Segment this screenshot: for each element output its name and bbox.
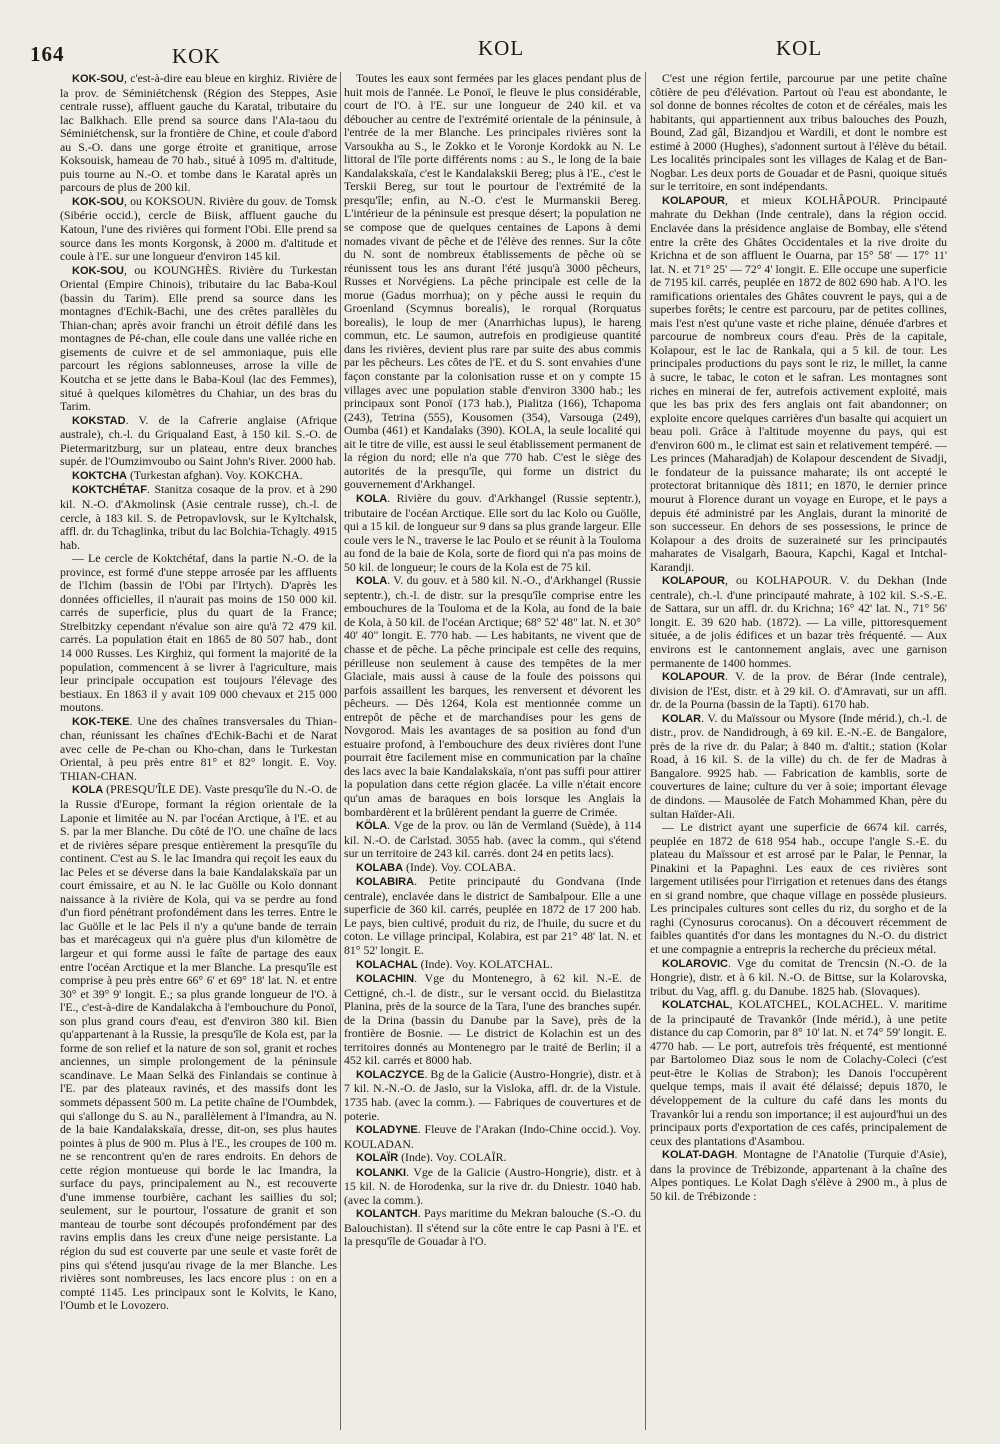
entry-text: . V. du gouv. et à 580 kil. N.-O., d'Arkhangel (Russie septentr.), ch.-l. de distr. sur la presqu'île comprise entre les embouchures de la Touloma et de la Kola, au fond de la baie de Kola, à 50 kil. de l'océan Arctique; 68° 52' 48" lat. N. et 30° 40' 40" longit. E. 770 hab. — Les habitants, ne vivent que de chasse et de pêche. La pêche principale est celle des requins, périlleuse non seulement à cause des tempêtes de la mer Glaciale, mais aussi à cause de la foule des poissons qui parfois assaillent les barques, les renversent et dévorent les pêcheurs. — Dès 1264, Kola est mentionnée comme un entrepôt de pêche et de marchandises pour les gens de Novgorod. Mais les avantages de sa position au fond d'un estuaire profond, à l'embouchure des deux rivières dont l'une pourrait être facilement mise en communication par la chaîne des lacs avec la baie Kandalakskaïa, n'ont pas suffi pour attirer la population dans cette région glacée. La ville n'était encore qu'un amas de baraques en bois lorsque les Anglais la bombardèrent et la brûlèrent pendant la guerre de Crimée. [344, 573, 641, 819]
right-guide-word: KOL [776, 36, 823, 60]
entry-text: . V. de la Cafrerie anglaise (Afrique australe), ch.-l. du Griqualand East, à 150 kil. S.-O. de Pietermaritzburg, sur un plateau, entre deux branches supér. de l'Oumzimvoubo ou Saint John's River. 2000 hab. [60, 412, 337, 469]
entry-text: , ou KOLHAPOUR. V. du Dekhan (Inde centrale), ch.-l. d'une principauté mahrate, à 102 kil. S.-S.-E. de Sattara, sur un affl. dr. du Krichna; 16° 42' lat. N., 71° 56' longit. E. 39 620 hab. (1872). — La ville, pittoresquement située, a de jolis édifices et un bazar très fréquenté. — Aux environs est le cantonnement anglais, avec une garnison permanente de 1400 hommes. [650, 573, 947, 670]
entry-text: . Petite principauté du Gondvana (Inde centrale), enclavée dans le district de Sambalpour. Elle a une superficie de 360 kil. carrés, peuplée en 1872 de 17 200 hab. Le pays, bien cultivé, produit du riz, de l'huile, du sucre et du coton. Le village principal, Kolabira, est par 21° 48' lat. N. et 81° 52' longit. E. [344, 874, 641, 957]
entry-text: (Inde). Voy. COLAÏR. [398, 1150, 507, 1165]
entry-text: . Une des chaînes transversales du Thian-chan, réunissant les chaînes d'Echik-Bachi et de Narat avec celle de Pe-chan ou Kho-chan, dans le Turkestan Oriental, à peu près entre 81° et 82° longit. E. Voy. THIAN-CHAN. [60, 713, 337, 783]
dictionary-entry [344, 1151, 641, 1166]
entry-text: (Inde). Voy. COLABA. [403, 859, 516, 874]
entry-text: . Fleuve de l'Arakan (Indo-Chine occid.). Voy. KOULADAN. [344, 1122, 641, 1151]
dictionary-entry [344, 1123, 641, 1151]
dictionary-entry [344, 958, 641, 973]
entry-text: . Pays maritime du Mekran balouche (S.-O. du Balouchistan). Il s'étend sur la côte entre le cap Pasni à l'E. et la presqu'île de Gouadar à l'O. [344, 1206, 641, 1249]
entry-text: . Vge de la prov. ou län de Vermland (Suède), à 114 kil. N.-O. de Carlstad. 3055 hab. (avec la comm., qui s'étend sur un territoire de 243 kil. carrés. dont 24 en petits lacs). [344, 818, 641, 861]
dictionary-entry [344, 875, 641, 957]
entry-headword: KOLAÏR [356, 1152, 399, 1165]
dictionary-entry [650, 957, 947, 999]
entry-headword: KOLACHIN [356, 973, 415, 986]
entry-headword: KOKSTAD [72, 414, 126, 427]
entry-headword: KOLABA [356, 861, 404, 874]
entry-text: , KOLATCHEL, KOLACHEL. V. maritime de la principauté de Travankôr (Inde mérid.), à une petite distance du cap Comorin, par 8° 10' lat. N. et 74° 59' longit. E. 4770 hab. — Le port, autrefois très fréquenté, est mentionné par Bartolomeo Diaz sous le nom de Colachy-Coleci (c'est peut-être le Kolias de Strabon); les Danois l'occupèrent quelque temps, mais il avait été délaissé; depuis 1870, le développement de la culture du café dans les monts du Travankôr lui a rendu son importance; il est aujourd'hui un des principaux ports d'exportation de ces cafés, principalement de ceux des plantations d'Asambou. [650, 997, 947, 1148]
entry-text: (PRESQU'ÎLE DE). Vaste presqu'île du N.-O. de la Russie d'Europe, formant la région orientale de la Laponie et limitée au N. par l'océan Arctique, à l'E. et au S. par la mer Blanche. Du côté de l'O. une chaîne de lacs et de rivières sépare presque entièrement la presqu'île du continent. C'est au S. le lac Imandra qui reçoit les eaux du lac Peles et se déverse dans la baie Kandalakskaïa par un court émissaire, et au N. le lac Guölle ou Kolo donnant naissance à la rivière de Kola, qui va se perdre au fond d'un fiord pénétrant profondément dans les terres. Entre le lac Guölle et le lac Pels il n'y a qu'une bande de terrain bas et marécageux qui n'a guère plus d'un kilomètre de largeur et qui forme aussi le faîte de partage des eaux entre l'océan Arctique et la mer Blanche. La presqu'île est comprise à peu près entre 66° 6' et 69° 18' lat. N. et entre 30° et 39° 9' longit. E.; sa plus grande longueur de l'O. à l'E., c'est-à-dire de Kandalakcha à l'embouchure du Ponoï, son plus grand cours d'eau, est d'environ 380 kil. Bien qu'appartenant à la Russie, la presqu'île de Kola est, par la forme de son relief et la nature de son sol, granit et roches anciennes, un simple prolongement de la péninsule scandinave. Le Maan Selkä des Finlandais se continue à l'E. par des plateaux ravinés, et des massifs dont les sommets dépassent 500 m. La petite chaîne de l'Oumbdek, qui s'allonge du S. au N., parallèlement à l'Imandra, au N. de la baie Kandalakskaïa, dresse, dit-on, ses plus hautes pointes à plus de 900 m. Plus à l'E., les croupes de 100 m. ne se rencontrent qu'en de rares endroits. En dehors de cette région montueuse qui borde le lac Imandra, la surface du pays, principalement au N., est recouverte d'une immense tourbière, cachant les saillies du sol; seulement, sur le pourtour, l'ossature de granit et son manteau de tourbe sont découpés profondément par des ravins emplis dans les creux d'une neige persistante. La région du sud est couverte par une seule et vaste forêt de pins qui s'étend jusqu'au rivage de la mer Blanche. Les rivières sont nombreuses, les lacs encore plus : on en a compté 1145. Les principaux sont le Kolvits, le Kano, l'Oumb et le Lovozero. [60, 782, 337, 1313]
entry-headword: KOLAT-DAGH [662, 1149, 735, 1162]
entry-text: . Bg de la Galicie (Austro-Hongrie), distr. et à 7 kil. N.-N.-O. de Jaslo, sur la Visloka, affl. dr. de la Vistule. 1735 hab. (avec la comm.). — Fabriques de couvertures et de poterie. [344, 1066, 641, 1123]
column-divider [645, 72, 646, 1430]
entry-text: . V. de la prov. de Bérar (Inde centrale), division de l'Est, distr. et à 29 kil. O. d'Amravati, sur un affl. dr. de la Pourna (bassin de la Tapti). 6170 hab. [650, 669, 947, 712]
entry-headword: KOLAROVIC [662, 957, 728, 970]
entry-text: — Le cercle de Koktchétaf, dans la partie N.-O. de la province, est formé d'une steppe arrosée par les affluents de l'Ichim (bassin de l'Obi par l'Irtych). D'après les données officielles, il n'aurait pas moins de 150 000 kil. carrés de superficie, plus du quart de la France; Strelbitzky cependant n'évalue son aire qu'à 72 479 kil. carrés. La population était en 1865 de 80 507 hab., dont 14 000 Russes. Les Kirghiz, qui forment la majorité de la population, commencent à se livrer à l'agriculture, mais leur principale occupation est toujours l'élevage des bestiaux. En 1863 il y avait 109 000 chevaux et 215 000 moutons. [60, 551, 337, 715]
dictionary-entry [650, 574, 947, 670]
entry-headword: KOLANKI [356, 1166, 407, 1179]
page-number: 164 [30, 42, 65, 66]
dictionary-entry [344, 819, 641, 861]
dictionary-entry [344, 1068, 641, 1123]
entry-headword: KOLAPOUR [662, 194, 725, 207]
entry-headword: KOK-SOU [72, 195, 124, 208]
left-guide-word: KOK [172, 44, 221, 68]
dictionary-entry [344, 72, 641, 492]
entry-text: C'est une région fertile, parcourue par une petite chaîne côtière de peu d'élévation. Partout où l'eau est abondante, le sol donne de bonnes récoltes de coton et de céréales, mais les habitants, qui appartiennent aux tribus balouches des Pouzh, Bound, Zad gâl, Bizandjou et Wardili, et dont le nombre est estimé à 2000 (Hughes), s'adonnent surtout à l'élève du bétail. Les localités principales sont les villages de Kalag et de Ban-Nogbar. Les deux ports de Gouadar et de Pasni, quoique situés sur le territoire, en sont indépendants. [650, 72, 947, 194]
dictionary-entry [60, 72, 337, 195]
dictionary-entry [650, 998, 947, 1148]
dictionary-entry [650, 712, 947, 821]
entry-headword: KOK-TEKE [72, 715, 130, 728]
entry-text: . V. du Maïssour ou Mysore (Inde mérid.), ch.-l. de distr., prov. de Nandidrough, à 69 kil. E.-N.-E. de Bangalore, près de la rive dr. du Palar; à 840 m. d'altit.; station (Kolar Road, à 16 kil. S. de la ville) du ch. de fer de Madras à Bangalore. 9925 hab. — Fabrication de kamblis, sorte de couvertures de laine; culture du ver à soie; important élevage de dindons. — Mausolée de Fatch Mohammed Khan, père du sultan Haïder-Ali. [650, 710, 947, 821]
dictionary-entry [650, 670, 947, 712]
dictionary-entry [60, 264, 337, 414]
dictionary-entry [344, 1166, 641, 1208]
dictionary-entry [60, 715, 337, 784]
entry-headword: KOK-SOU [72, 264, 124, 277]
text-column-1 [60, 72, 337, 1432]
entry-headword: KOLA [356, 575, 388, 588]
entry-headword: KOLACZYCE [356, 1068, 425, 1081]
running-header [0, 36, 1000, 66]
text-column-2 [344, 72, 641, 1432]
entry-text: . Vge de la Galicie (Austro-Hongrie), distr. et à 15 kil. N. de Horodenka, sur la rive dr. du Dniestr. 1040 hab. (avec la comm.). [344, 1164, 641, 1207]
entry-headword: KOLANTCH [356, 1208, 418, 1221]
dictionary-entry [650, 821, 947, 956]
center-guide-word: KOL [478, 36, 525, 60]
entry-text: . Vge du Montenegro, à 62 kil. N.-E. de Cettigné, ch.-l. de distr., sur le versant occid. du Bielastitza Planina, près de la source de la Tara, l'une des branches supér. de la Drina (bassin du Danube par la Save), près de la frontière de Bosnie. — Le district de Kolachin est un des territoires donnés au Montenegro par le traité de Berlin; il a 452 kil. carrés et 8000 hab. [344, 971, 641, 1068]
entry-text: Toutes les eaux sont fermées par les glaces pendant plus de huit mois de l'année. Le Ponoï, le fleuve le plus considérable, court de l'O. à l'E. sur une longueur de 240 kil. et va déboucher au centre de l'extrémité orientale de la péninsule, à l'entrée de la mer Blanche. Les principales rivières sont la Varsoukha au S., le Zokko et le Voronje Kordokk au N. Le littoral de l'île porte différents noms : au S., le long de la baie Kandalakskaïa, c'est le Kandalakskii Bereg; plus à l'E., c'est le Terskii Bereg, sur tout le pourtour de l'extrémité de la presqu'île; enfin, au N.-O. c'est le Murmanskii Bereg. L'intérieur de la péninsule est presque désert; la population ne se compose que de quelques centaines de Lapons à demi nomades vivant de pêche et de l'élève des rennes. Sur la côte du N. sont de nombreux établissements de pêche où se réunissent tous les ans durant l'été jusqu'à 3000 pêcheurs, Russes et Norvégiens. La pêche principale est celle de la morue (Gadus morrhua); on y pêche aussi le requin du Groenland (Scymnus borealis), le rorqual (Rorquatus borealis), le loup de mer (Anarrhichas lupus), le hareng commun, etc. Le saumon, autrefois en prodigieuse quantité dans les rivières, devient plus rare par suite des abus commis par les pêcheurs. Les côtes de l'E. et du S. sont envahies d'une façon constante par la colonisation russe et on y compte 15 villages avec une population stable d'environ 3300 hab.; les principaux sont Ponoï (173 hab.), Pialitza (166), Tchapoma (243), Tetrina (555), Kousomen (354), Varsouga (249), Oumba (461) et Kandalaks (390). KOLA, la seule localité qui ait le titre de ville, est aussi le seul établissement permanent de la région du nord; elle n'a que 770 hab. C'est le siège des autorités de la presqu'île, qui forme un district du gouvernement d'Arkhangel. [344, 72, 641, 492]
entry-headword: KOLA [356, 492, 388, 505]
entry-headword: KOLACHAL [356, 958, 418, 971]
entry-text: (Inde). Voy. KOLATCHAL. [417, 956, 553, 971]
entry-headword: KOLADYNE [356, 1124, 418, 1137]
entry-headword: KÖLA [356, 820, 388, 833]
entry-text: — Le district ayant une superficie de 6674 kil. carrés, peuplée en 1872 de 618 954 hab., occupe l'angle S.-E. du plateau du Maïssour et est arrosé par le Palar, le Pennar, la Pinakini et la Papaghni. Les eaux de ces rivières sont largement utilisées pour l'irrigation et retenues dans des étangs en si grand nombre, que chaque village en possède plusieurs. Les principales cultures sont celles du riz, du sorgho et de la raghi (Cynosurus corocanus). On a découvert récemment de faibles quantités d'or dans les montagnes du N.-O. du district et une compagnie a entrepris la recherche du précieux métal. [650, 820, 947, 956]
entry-text: (Turkestan afghan). Voy. KOKCHA. [127, 467, 303, 482]
entry-headword: KOKTCHA [72, 469, 127, 482]
entry-headword: KOKTCHÉTAF [72, 484, 147, 497]
column-divider [340, 72, 341, 1430]
dictionary-entry [344, 492, 641, 574]
dictionary-entry [60, 552, 337, 715]
entry-headword: KOLATCHAL [662, 999, 730, 1012]
dictionary-entry [344, 574, 641, 819]
dictionary-entry [344, 1207, 641, 1249]
entry-text: , ou KOUNGHÈS. Rivière du Turkestan Oriental (Empire Chinois), tributaire du lac Baba-Koul (bassin du Tarim). Elle prend sa source dans les montagnes d'Echik-Bachi, une des crêtes parallèles du Thian-chan; après avoir franchi un étroit défilé dans les montagnes de Pé-chan, elle coule dans une vallée riche en gisements de cuivre et de sel ammoniaque, puis elle parcourt les régions sablonneuses, arrose la ville de Koutcha et se jette dans le Baba-Koul (lac des Femmes), situé à quelques kilomètres du Chahiar, un des bras du Tarim. [60, 262, 337, 414]
entry-headword: KOLAR [662, 712, 702, 725]
entry-headword: KOK-SOU [72, 73, 124, 85]
entry-text: . Montagne de l'Anatolie (Turquie d'Asie), dans la province de Trébizonde, appartenant à la chaîne des Alpes pontiques. Le Kolat Dagh s'élève à 2900 m., à plus de 50 kil. de Trébizonde : [650, 1147, 947, 1203]
dictionary-entry [344, 861, 641, 876]
text-column-3 [650, 72, 947, 1432]
entry-headword: KOLA [72, 784, 104, 797]
entry-text: , et mieux KOLHÂPOUR. Principauté mahrate du Dekhan (Inde centrale), dans la région occid. Enclavée dans la présidence anglaise de Bombay, elle s'étend entre la crête des Ghâtes Occidentales et la rive droite du Krichna et de son affluent le Ouarna, par 15° 58' — 17° 11' lat. N. et 71° 25' — 72° 4' longit. E. Elle occupe une superficie de 7195 kil. carrés, peuplée en 1872 de 802 690 hab. A l'O. les ramifications orientales des Ghâtes couvrent le pays, qui a de superbes forêts; le centre est parcouru, par de petites collines, mais l'est n'est qu'une vaste et riche plaine, dénuée d'arbres et parcourue de nombreux cours d'eau. Près de la capitale, Kolapour, est le lac de Rankala, qui a 5 kil. de tour. Les principales productions du pays sont le riz, le millet, la canne à sucre, le tabac, le coton et le safran. Les montagnes sont riches en minerai de fer, autrefois activement exploité, mais que les bas prix des fers anglais ont fait abandonner; on exploite encore quelques carrières d'un basalte qui acquiert un beau poli. Grâce à l'altitude moyenne du pays, qui est d'environ 600 m., le climat est sain et relativement tempéré. — Les princes (Maharadjah) de Kolapour descendent de Sivadji, le fondateur de la puissance maharate; ils ont accepté le protectorat britannique dès 1811; en 1870, le dernier prince mourut à Florence durant un voyage en Europe, et le pays a depuis été administré par les Anglais, durant la minorité de son successeur. En dehors de ses possessions, le prince de Kolapour a des droits de suzeraineté sur les principautés maharates de Visalgarh, Baoura, Kapchi, Kagal et Intchal-Karandji. [650, 192, 947, 574]
dictionary-entry [650, 1148, 947, 1203]
dictionary-entry [60, 469, 337, 484]
entry-text: . Stanitza cosaque de la prov. et à 290 kil. N.-O. d'Akmolinsk (Asie centrale russe), ch.-l. de cercle, à 183 kil. S. de Petropavlovsk, sur le Kyltchalsk, affl. dr. du Tchaglinka, tribut du lac Bolchia-Tchagly. 4915 hab. [60, 482, 337, 552]
dictionary-entry [650, 194, 947, 574]
entry-text: . Rivière du gouv. d'Arkhangel (Russie septentr.), tributaire de l'océan Arctique. Elle sort du lac Kolo ou Guölle, qui a 15 kil. de longueur sur 9 dans sa plus grande largeur. Elle coule vers le N., traverse le lac Poulo et se réunit à la Touloma au fond de la baie de Kola, sorte de fiord qui n'a pas moins de 50 kil. de longueur; le cours de la Kola est de 75 kil. [344, 490, 641, 574]
entry-text: , ou KOKSOUN. Rivière du gouv. de Tomsk (Sibérie occid.), cercle de Biisk, affluent gauche du Katoun, l'une des rivières qui forment l'Obi. Elle prend sa source dans les monts Korgonsk, à 2000 m. d'altitude et coule à l'E. sur une longueur d'environ 145 kil. [60, 193, 337, 264]
entry-text: . Vge du comitat de Trencsin (N.-O. de la Hongrie), distr. et à 6 kil. N.-O. de Bittse, sur la Kolarovska, tribut. du Vag, affl. g. du Danube. 1825 hab. (Slovaques). [650, 955, 947, 998]
entry-headword: KOLAPOUR [662, 575, 725, 588]
dictionary-entry [344, 972, 641, 1068]
entry-text: , c'est-à-dire eau bleue en kirghiz. Rivière de la prov. de Séminiétchensk (Région des Steppes, Asie centrale russe), affluent gauche du Karatal, tributaire du lac Balkhach. Elle prend sa source dans l'Ala-taou du Séminiétchensk, sur la frontière de Chine, et coule d'abord au S.-O. dans une gorge étroite et granitique, arrose Koksouisk, hameau de 70 hab., situé à 1095 m. d'altitude, puis tourne au N.-O. et tombe dans le Karatal après un parcours de plus de 200 kil. [60, 72, 337, 195]
dictionary-entry [650, 72, 947, 194]
entry-headword: KOLAPOUR [662, 671, 725, 684]
dictionary-entry [60, 483, 337, 552]
dictionary-entry [60, 783, 337, 1312]
dictionary-entry [60, 195, 337, 264]
entry-headword: KOLABIRA [356, 876, 415, 889]
dictionary-entry [60, 414, 337, 469]
